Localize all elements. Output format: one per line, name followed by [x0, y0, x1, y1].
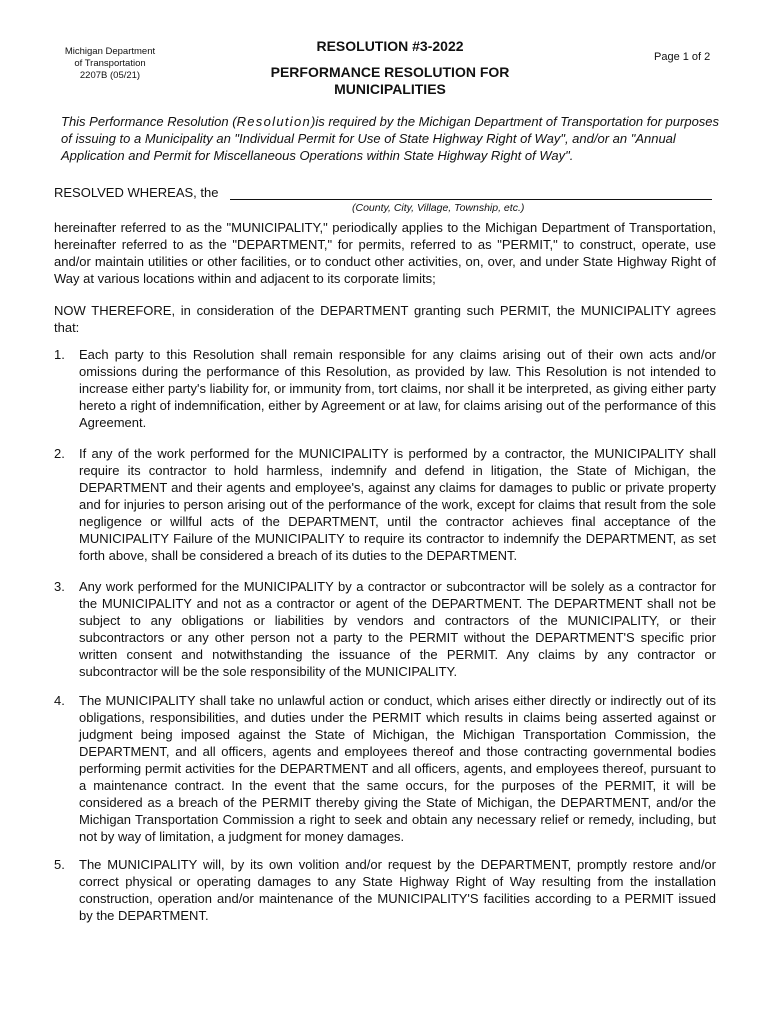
resolution-number: RESOLUTION #3-2022: [316, 38, 464, 54]
list-item-number: 2.: [54, 446, 65, 461]
list-item: [54, 346, 716, 431]
list-item-text: The MUNICIPALITY will, by its own volition and/or request by the DEPARTMENT, promptly restore and/or correct physical or operating damages to any State Highway Right of Way resulting from the installation construction, operation and/or maintenance of the MUNICIPALITY'S facilities according to a PERMIT issued by the DEPARTMENT.: [79, 857, 716, 923]
list-item-number: 4.: [54, 693, 65, 708]
list-item: [54, 578, 716, 680]
list-item-number: 5.: [54, 857, 65, 872]
list-item-text: If any of the work performed for the MUNICIPALITY is performed by a contractor, the MUNICIPALITY shall require its contractor to hold harmless, indemnify and defend in litigation, the State of Michigan, the DEPARTMENT and their agents and employee's, against any claims for damages to public or private property and for injuries to person arising out of the performance of the work, except for claims that result from the sole negligence or willful acts of the DEPARTMENT, until the contractor achieves final acceptance of the MUNICIPALITY Failure of the MUNICIPALITY to require its contractor to indemnify the DEPARTMENT, as set forth above, shall be considered a breach of its duties to the DEPARTMENT.: [79, 446, 716, 563]
intro-spaced-word: Resolution: [236, 114, 312, 129]
department-name-line1: Michigan Department: [64, 46, 156, 57]
department-block: [54, 46, 166, 82]
list-item-text: Any work performed for the MUNICIPALITY by a contractor or subcontractor will be solely as a contractor for the MUNICIPALITY and not as a contractor or agent of the DEPARTMENT. The DEPARTMENT shall not be subject to any obligations or liabilities by vendors and contractors of the MUNICIPALITY, or their subcontractors or any other person not a party to the PERMIT without the DEPARTMENT'S specific prior written consent and notwithstanding the issuance of the PERMIT. Any claims by any contractor or subcontractor will be the sole responsibility of the MUNICIPALITY.: [79, 579, 716, 679]
document-title: [215, 64, 565, 98]
intro-text-end: )is required by the Michigan Department of Transportation for purposes of issuing to a Municipality an "Individual Permit for Use of State Highway Right of Way", and/or an "Annual Application and Permit for Miscellaneous Operations within State Highway Right of Way".: [61, 114, 720, 163]
department-name-line2: of Transportation: [74, 58, 146, 69]
title-line-2: MUNICIPALITIES: [334, 81, 446, 97]
resolved-label: RESOLVED WHEREAS, the: [54, 185, 219, 200]
list-item-number: 1.: [54, 347, 65, 362]
now-therefore-paragraph: NOW THEREFORE, in consideration of the DEPARTMENT granting such PERMIT, the MUNICIPALITY agrees that:: [54, 303, 716, 335]
list-item-number: 3.: [54, 579, 65, 594]
intro-text-start: This Performance Resolution (: [61, 114, 237, 129]
page-number: Page 1 of 2: [654, 51, 711, 63]
municipality-name-field[interactable]: [230, 199, 712, 200]
hereinafter-paragraph: hereinafter referred to as the "MUNICIPALITY," periodically applies to the Michigan Department of Transportation, hereinafter referred to as the "DEPARTMENT," for permits, referred to as "PERMIT," to construct, operate, use and/or maintain utilities or other facilities, or to conduct other activities, on, over, and under State Highway Right of Way at various locations within and adjacent to its corporate limits;: [54, 220, 716, 286]
intro-paragraph: [61, 113, 723, 164]
list-item-text: The MUNICIPALITY shall take no unlawful action or conduct, which arises either directly or indirectly out of its obligations, responsibilities, and duties under the PERMIT which results in claims being asserted against or judgment being imposed against the State of Michigan, the Michigan Transportation Commission, the DEPARTMENT, and all officers, agents and employees thereof and those contracting governmental bodies performing permit activities for the DEPARTMENT and all officers, agents, and employees thereof, pursuant to a maintenance contract. In the event that the same occurs, for the purposes of the PERMIT, it will be considered as a breach of the PERMIT thereby giving the State of Michigan, the DEPARTMENT, and/or the Michigan Transportation Commission a right to seek and obtain any necessary relief or remedy, including, but not by way of limitation, a judgment for money damages.: [79, 693, 716, 844]
list-item-text: Each party to this Resolution shall remain responsible for any claims arising out of their own acts and/or omissions during the performance of this Resolution, as provided by law. This Resolution is not intended to increase either party's liability for, or immunity from, tort claims, nor shall it be interpreted, as giving either party hereto a right of indemnification, either by Agreement or at law, for claims arising out of the performance of this Agreement.: [79, 347, 716, 430]
title-line-1: PERFORMANCE RESOLUTION FOR: [270, 64, 510, 80]
list-item: [54, 856, 716, 924]
list-item: [54, 445, 716, 564]
form-identifier: 2207B (05/21): [79, 70, 141, 81]
municipality-field-caption: (County, City, Village, Township, etc.): [352, 202, 525, 214]
resolved-whereas-line: [54, 185, 724, 200]
list-item: [54, 692, 716, 845]
